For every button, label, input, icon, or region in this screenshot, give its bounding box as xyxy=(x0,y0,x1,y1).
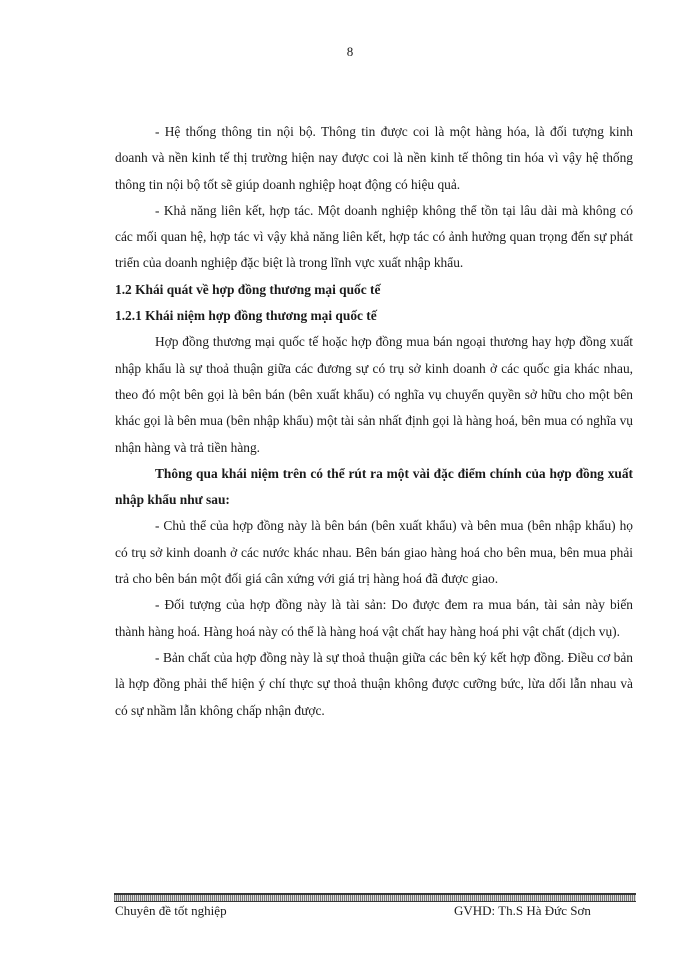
paragraph-cooperation: - Khả năng liên kết, hợp tác. Một doanh nghiệp không thể tồn tại lâu dài mà không có các mối quan hệ, hợp tác vì vậy khả năng liên kết, hợp tác có ảnh hưởng quan trọng đến sự phát triển của doanh nghiệp đặc biệt là trong lĩnh vực xuất nhập khẩu. xyxy=(115,202,633,271)
document-body xyxy=(115,119,633,724)
paragraph-feature-nature: - Bản chất của hợp đồng này là sự thoả thuận giữa các bên ký kết hợp đồng. Điều cơ bản là hợp đồng phải thể hiện ý chí thực sự thoả thuận không được cưỡng bức, lừa dối lẫn nhau và có sự nhầm lẫn không chấp nhận được. xyxy=(115,649,633,718)
paragraph-definition: Hợp đồng thương mại quốc tế hoặc hợp đồng mua bán ngoại thương hay hợp đồng xuất nhập khẩu là sự thoả thuận giữa các đương sự có trụ sở kinh doanh ở các quốc gia khác nhau, theo đó một bên gọi là bên bán (bên xuất khẩu) có nghĩa vụ chuyển quyền sở hữu cho một bên khác gọi là bên mua (bên nhập khẩu) một tài sản nhất định gọi là hàng hoá, bên mua có nghĩa vụ nhận hàng và trả tiền hàng. xyxy=(115,334,633,455)
page-number: 8 xyxy=(346,44,354,59)
footer-left-text: Chuyên đề tốt nghiệp xyxy=(115,903,227,918)
subsection-heading: 1.2.1 Khái niệm hợp đồng thương mại quốc tế xyxy=(115,308,377,324)
paragraph-feature-subject: - Chủ thể của hợp đồng này là bên bán (bên xuất khẩu) và bên mua (bên nhập khẩu) họ có trụ sở kinh doanh ở các nước khác nhau. Bên bán giao hàng hoá cho bên mua, bên mua phải trả cho bên bán một đối giá cân xứng với giá trị hàng hoá đã được giao. xyxy=(115,518,633,587)
paragraph-bold-intro: Thông qua khái niệm trên có thể rút ra một vài đặc điểm chính của hợp đồng xuất nhập khẩu như sau: xyxy=(115,465,633,508)
footer-right-text: GVHD: Th.S Hà Đức Sơn xyxy=(454,903,591,918)
footer-rule xyxy=(114,893,636,902)
paragraph-internal-info: - Hệ thống thông tin nội bộ. Thông tin được coi là một hàng hóa, là đối tượng kinh doanh và nền kinh tế thị trường hiện nay được coi là nền kinh tế thông tin hóa vì vậy hệ thống thông tin nội bộ tốt sẽ giúp doanh nghiệp hoạt động có hiệu quả. xyxy=(115,124,633,192)
paragraph-feature-object: - Đối tượng của hợp đồng này là tài sản: Do được đem ra mua bán, tài sản này biến thành hàng hoá. Hàng hoá này có thể là hàng hoá vật chất hay hàng hoá phi vật chất (dịch vụ). xyxy=(115,597,633,639)
section-heading: 1.2 Khái quát về hợp đồng thương mại quốc tế xyxy=(115,281,381,297)
